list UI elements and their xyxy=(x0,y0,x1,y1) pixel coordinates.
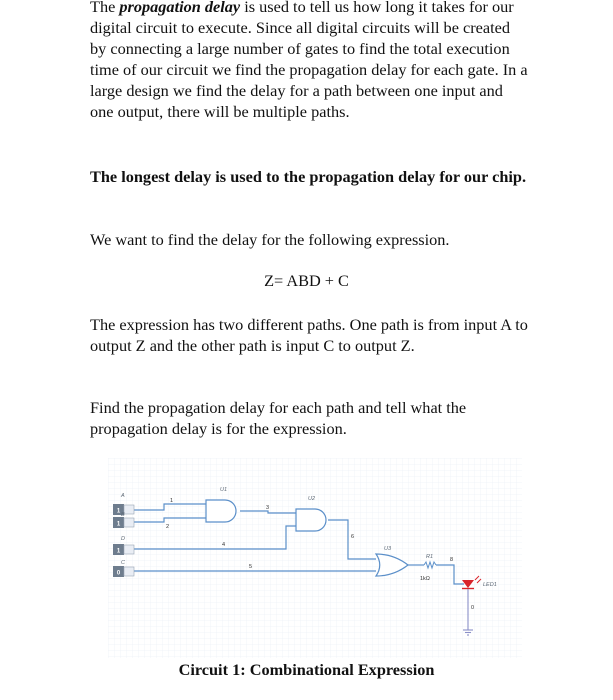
gate-u1-label: U1 xyxy=(220,487,228,493)
input-c-label: C xyxy=(121,560,125,566)
net-label-5: 5 xyxy=(249,564,253,570)
grid-background xyxy=(108,458,522,658)
input-c-value: 0 xyxy=(116,570,121,577)
input-a-label: A xyxy=(121,493,125,499)
input-b-label: B xyxy=(121,512,125,518)
expression: Z= ABD + C xyxy=(264,271,349,290)
resistor-name: R1 xyxy=(426,554,434,560)
resistor-value: 1kΩ xyxy=(420,576,430,582)
circuit-caption: Circuit 1: Combinational Expression xyxy=(178,660,435,679)
circuit-diagram xyxy=(108,458,522,658)
net-label-1: 1 xyxy=(170,498,174,504)
input-d-label: D xyxy=(121,536,125,542)
net-label-0: 0 xyxy=(471,605,475,611)
intro-paragraph: The propagation delay is used to tell us how long it takes for our digital circuit to execute. Since all digital circuits will be created by connecting a large number of gates to find the total execution time of our circuit we find the propagation delay for each gate. In a large design we find the delay for a path between one input and one output, there will be multiple paths. xyxy=(90,0,530,122)
net-label-4: 4 xyxy=(222,542,226,548)
propagation-delay-term: propagation delay xyxy=(119,0,241,16)
input-d-value: 1 xyxy=(116,548,121,555)
net-label-8: 8 xyxy=(450,557,454,563)
net-label-6: 6 xyxy=(351,534,355,540)
led-label: LED1 xyxy=(483,582,497,588)
and-gate-u2 xyxy=(296,509,326,531)
net-label-2: 2 xyxy=(166,524,170,530)
gate-u3-label: U3 xyxy=(384,546,392,552)
net-label-3: 3 xyxy=(266,505,270,511)
and-gate-u1 xyxy=(206,500,236,522)
input-a-value: 1 xyxy=(116,508,121,515)
bold-note: The longest delay is used to the propagation delay for our chip. xyxy=(90,167,527,186)
question-paragraph: Find the propagation delay for each path and tell what the propagation delay is for the expression. xyxy=(90,398,467,438)
task-intro: We want to find the delay for the following expression. xyxy=(90,230,450,249)
paths-paragraph: The expression has two different paths. One path is from input A to output Z and the other path is input C to output Z. xyxy=(90,315,528,355)
input-b-value: 1 xyxy=(116,521,121,528)
gate-u2-label: U2 xyxy=(308,496,316,502)
